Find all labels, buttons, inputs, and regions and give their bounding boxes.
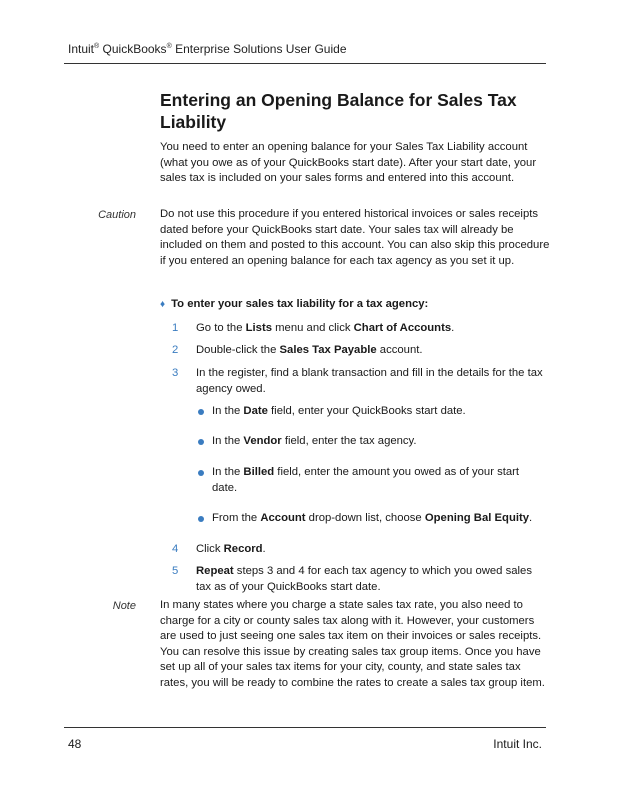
header-rule [64, 63, 546, 64]
step-number: 5 [172, 565, 179, 577]
registered-mark-1: ® [94, 43, 100, 50]
intro-paragraph: You need to enter an opening balance for your Sales Tax Liability account (what you owe as of your QuickBooks start date). After your start date, your sales tax is included on your sales forms and entered into this account. [160, 141, 537, 185]
step-text: In the register, find a blank transaction and fill in the details for the tax agency owed. [196, 367, 543, 395]
guide-title: Enterprise Solutions User Guide [175, 42, 347, 56]
publisher: Intuit Inc. [493, 737, 542, 751]
menu-name: Lists [245, 322, 272, 334]
brand: Intuit [68, 42, 95, 56]
bullet-icon [198, 516, 204, 522]
step-text: Click Record. [196, 543, 266, 555]
page-number: 48 [68, 737, 82, 751]
registered-mark-2: ® [166, 43, 172, 50]
step-text: Go to the Lists menu and click Chart of Accounts. [196, 322, 455, 334]
note-paragraph: In many states where you charge a state sales tax rate, you also need to charge for a city or county sales tax along with it. However, your customers are used to just seeing one sales tax item on their invoices or sales receipts. You can resolve this issue by creating sales tax group items. Once you have set up all of your sales tax items for your city, county, and state sales tax rates, you will be ready to combine the rates to create a sales tax group item. [160, 599, 545, 689]
step-text: Repeat steps 3 and 4 for each tax agency to which you owed sales tax as of your QuickBooks start date. [196, 565, 532, 593]
step-number: 3 [172, 367, 179, 379]
section-title: Entering an Opening Balance for Sales Tax Liability [160, 90, 517, 132]
bullet-icon [198, 439, 204, 445]
account-name: Sales Tax Payable [279, 344, 377, 356]
bullet-icon [198, 470, 204, 476]
procedure-title [160, 298, 428, 310]
procedure-title-text: To enter your sales tax liability for a tax agency: [171, 298, 429, 310]
step-number: 2 [172, 344, 179, 356]
running-header [68, 42, 347, 56]
diamond-icon: ♦ [160, 299, 166, 310]
caution-label: Caution [98, 209, 136, 221]
step-text: Double-click the Sales Tax Payable account. [196, 344, 423, 356]
step-number: 1 [172, 322, 179, 334]
footer-rule [64, 727, 546, 728]
menu-item: Chart of Accounts [353, 322, 452, 334]
bullet-icon [198, 409, 204, 415]
caution-paragraph: Do not use this procedure if you entered historical invoices or sales receipts dated before your QuickBooks start date. Your sales tax will already be included on them and posted to this account. You can also skip this procedure if you entered an opening balance for each tax agency as you set it up. [160, 208, 550, 267]
note-label: Note [112, 600, 136, 612]
product-name: QuickBooks [102, 42, 167, 56]
button-name: Record [223, 543, 263, 555]
step-number: 4 [172, 543, 179, 555]
